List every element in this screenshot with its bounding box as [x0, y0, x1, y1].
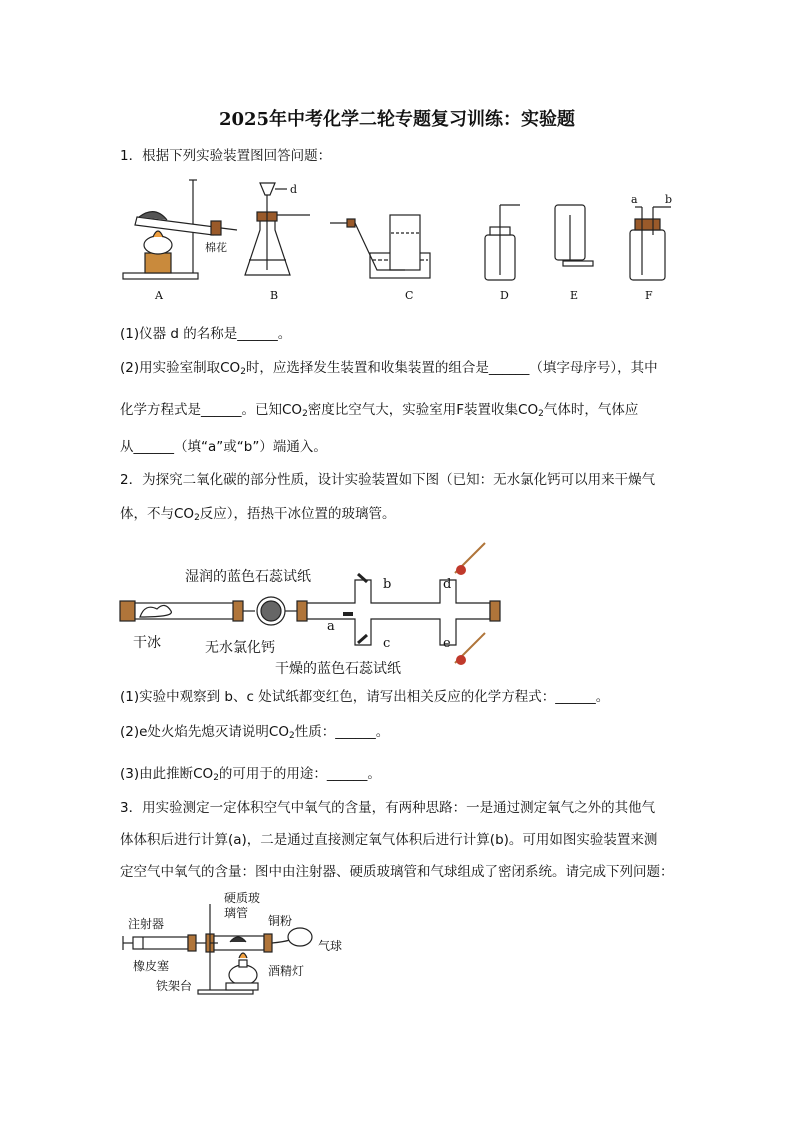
label-copper: 铜粉 — [268, 914, 293, 928]
label-stopper: 橡皮塞 — [133, 959, 170, 973]
q1-sub2-end: 从______（填“a”或“b”）端通入。 — [120, 439, 327, 455]
q3-line2: 体体积后进行计算(a)，二是通过直接测定氧气体积后进行计算(b)。可用如图实验装置来测 — [120, 832, 658, 848]
label-cacl2: 无水氯化钙 — [205, 640, 275, 656]
label-syringe: 注射器 — [128, 917, 165, 931]
label-glass-tube-2: 璃管 — [224, 906, 249, 920]
q2-sub1: (1)实验中观察到 b、c 处试纸都变红色，请写出相关反应的化学方程式：______。 — [120, 689, 610, 705]
label-lamp: 酒精灯 — [268, 964, 305, 978]
label-dry-paper: 干燥的蓝色石蕊试纸 — [275, 661, 401, 677]
label-c: c — [383, 636, 391, 651]
q2-apparatus-figure — [115, 535, 535, 680]
label-A: A — [155, 289, 163, 302]
label-e: e — [443, 636, 451, 651]
label-F: F — [645, 289, 653, 302]
label-E: E — [570, 289, 579, 302]
label-wet-paper: 湿润的蓝色石蕊试纸 — [185, 569, 311, 585]
label-C: C — [405, 289, 414, 302]
label-cotton: 棉花 — [205, 241, 227, 254]
label-f-a: a — [631, 193, 638, 206]
q1-apparatus-figure — [115, 175, 695, 310]
label-dry-ice: 干冰 — [133, 635, 161, 651]
label-d: d — [443, 577, 452, 592]
q2-line2: 体，不与$CO_2$反应），捂热干冰位置的玻璃管。 — [120, 506, 396, 523]
label-d: d — [290, 183, 298, 196]
label-stand: 铁架台 — [156, 979, 193, 993]
q3-line3: 定空气中氧气的含量：图中由注射器、硬质玻璃管和气球组成了密闭系统。请完成下列问题： — [120, 864, 674, 880]
label-balloon: 气球 — [318, 939, 343, 953]
q1-sub1: (1)仪器 d 的名称是______。 — [120, 326, 292, 342]
label-glass-tube-1: 硬质玻 — [224, 891, 261, 905]
label-b: b — [383, 577, 392, 592]
q3-apparatus-figure — [118, 890, 368, 1000]
label-a: a — [327, 619, 335, 634]
q1-stem: 1．根据下列实验装置图回答问题： — [120, 148, 332, 164]
page-title: 2025年中考化学二轮专题复习训练：实验题 — [218, 109, 576, 130]
q3-line1: 3．用实验测定一定体积空气中氧气的含量，有两种思路：一是通过测定氧气之外的其他气 — [120, 800, 656, 816]
q2-sub2: (2)e处火焰先熄灭请说明$CO_2$性质：______。 — [120, 724, 390, 741]
label-D: D — [500, 289, 509, 302]
label-f-b: b — [665, 193, 673, 206]
q2-line1: 2．为探究二氧化碳的部分性质，设计实验装置如下图（已知：无水氯化钙可以用来干燥气 — [120, 472, 656, 488]
q1-sub2-cont: 化学方程式是______。已知$CO_2$密度比空气大，实验室用F装置收集$CO_2$气体时，气体应 — [120, 402, 639, 419]
q2-sub3: (3)由此推断$CO_2$的可用于的用途：______。 — [120, 766, 381, 783]
label-B: B — [270, 289, 279, 302]
q1-sub2: (2)用实验室制取$CO_2$时，应选择发生装置和收集装置的组合是______（填字母序号），其中 — [120, 360, 658, 377]
